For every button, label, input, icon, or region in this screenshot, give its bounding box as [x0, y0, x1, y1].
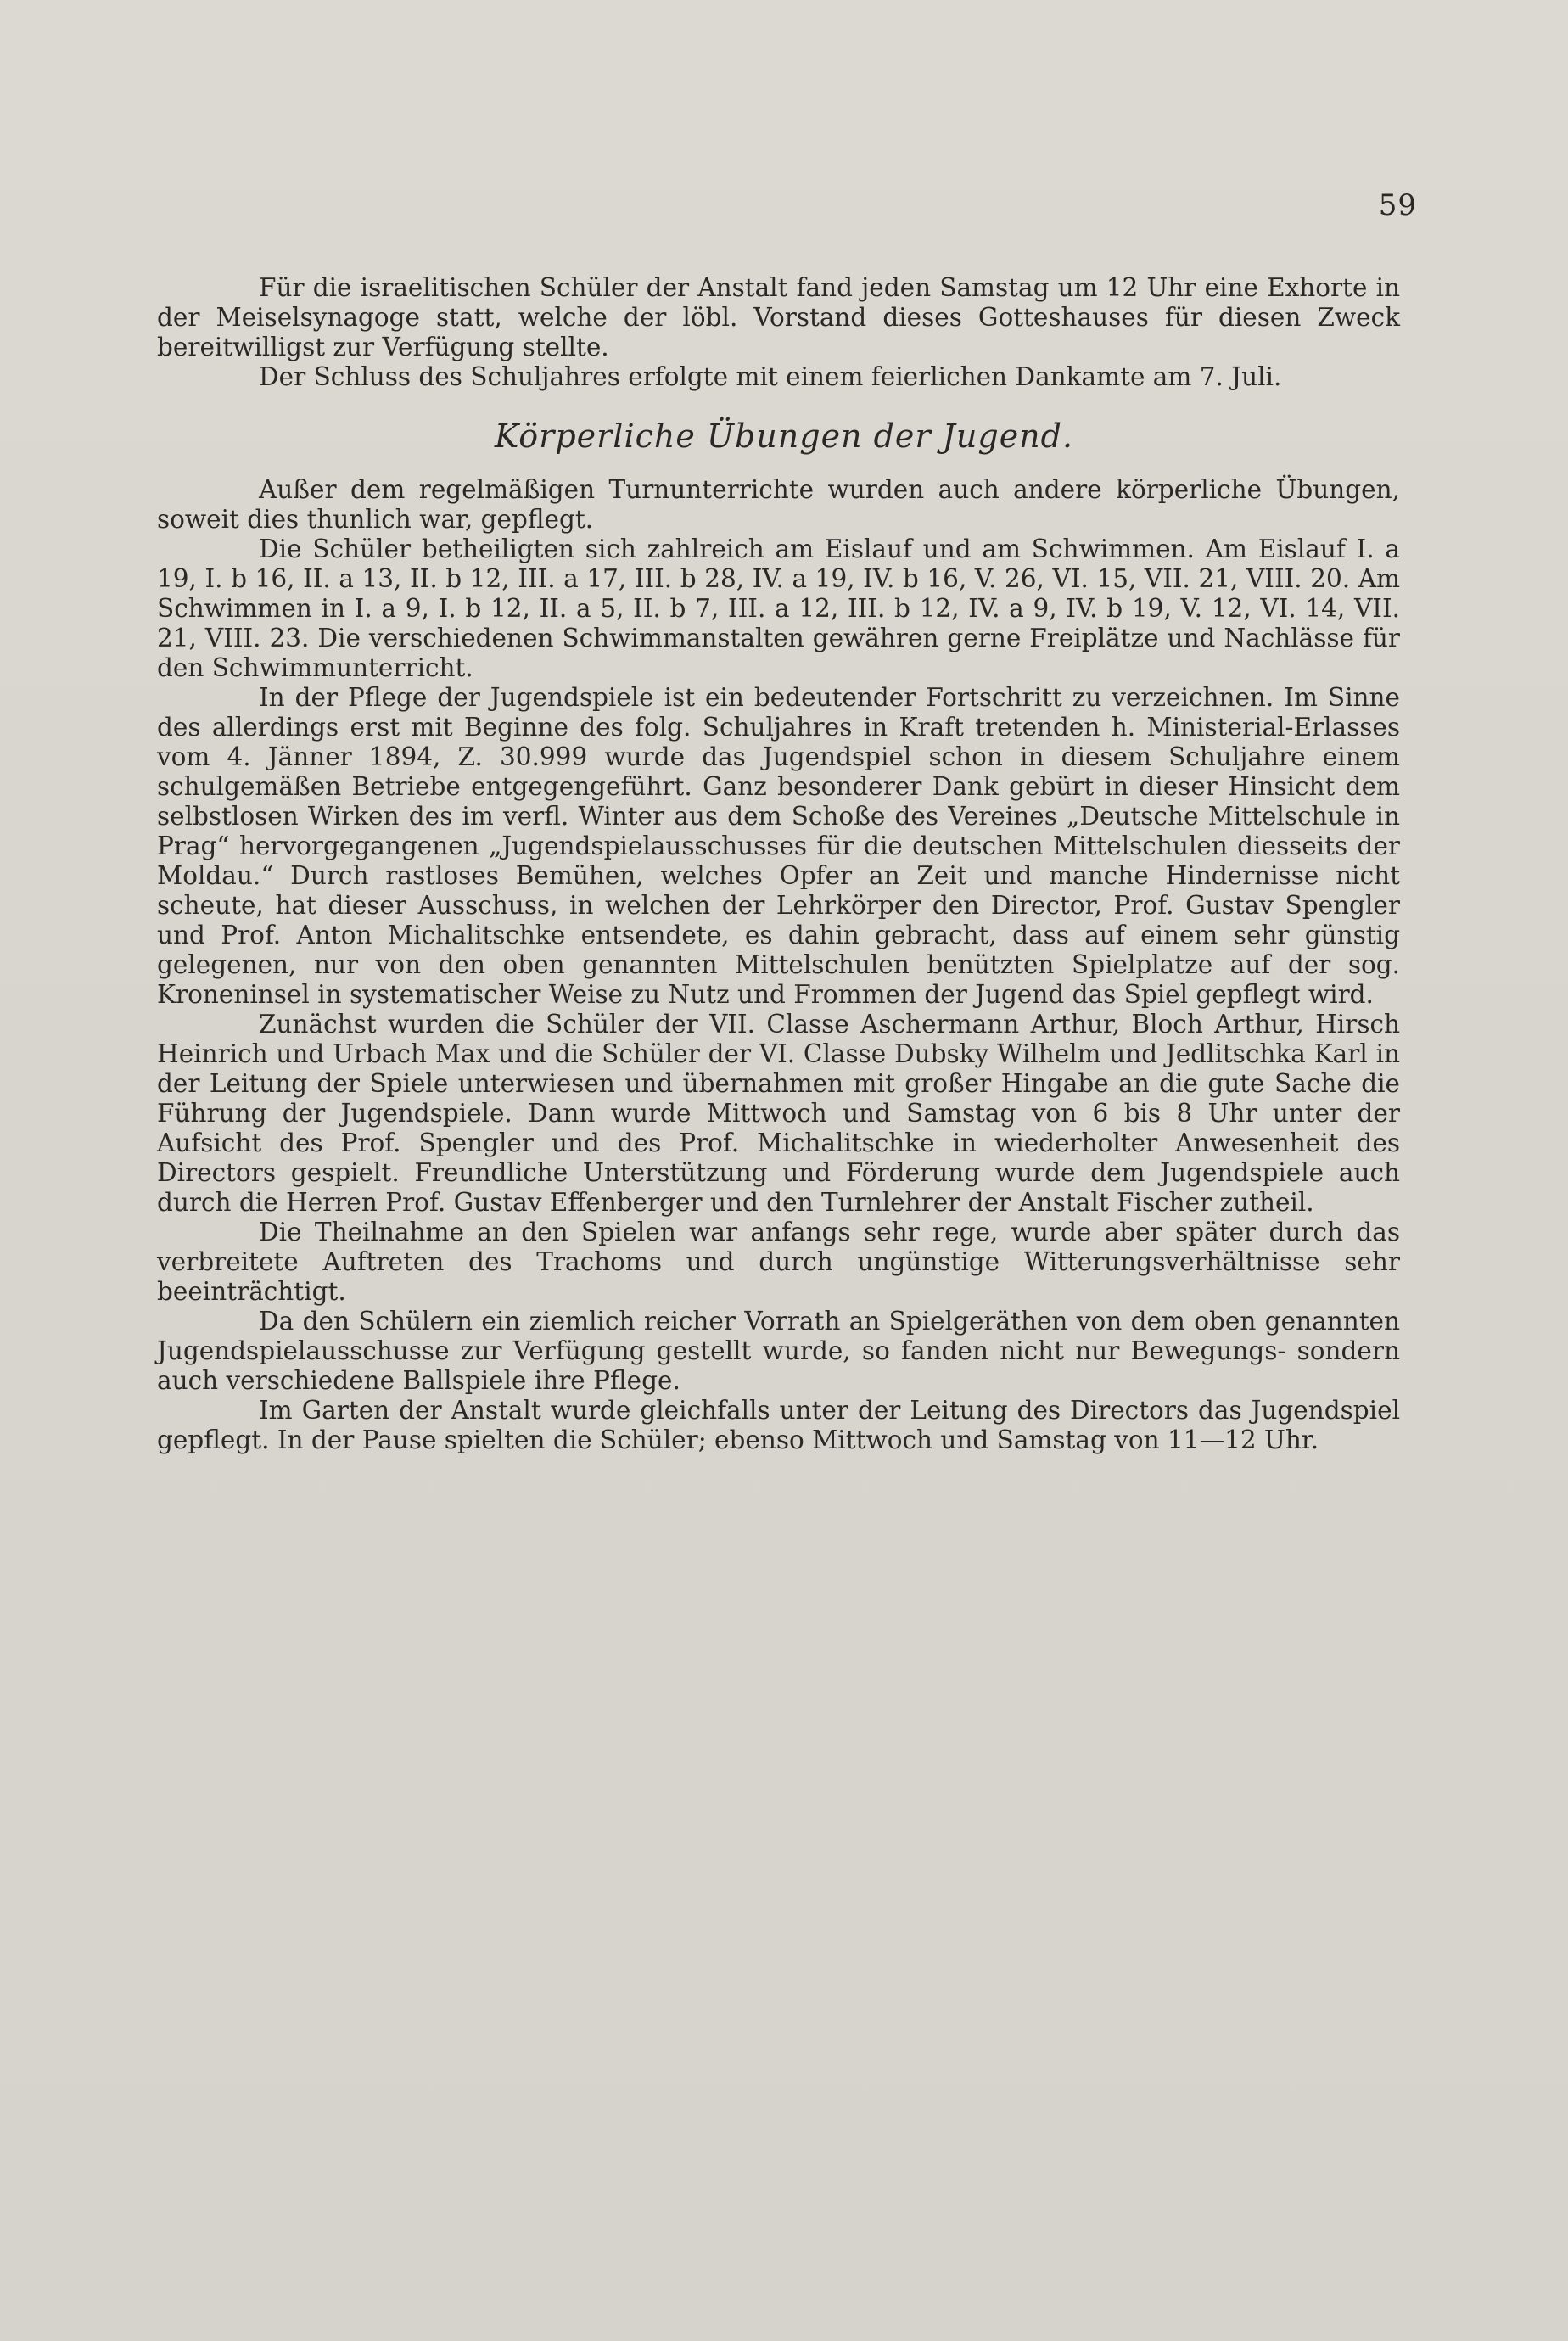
paragraph: Im Garten der Anstalt wurde gleichfalls unter der Leitung des Directors das Jugendspiel gepflegt. In der Pause spielten die Schüler; ebenso Mittwoch und Samstag von 11—12 Uhr.: [157, 1396, 1400, 1454]
paragraph: Da den Schülern ein ziemlich reicher Vorrath an Spielgeräthen von dem oben genannten Jugendspielausschusse zur Verfügung gestellt wurde, so fanden nicht nur Bewegungs- sondern auch verschiedene Ballspiele ihre Pflege.: [157, 1307, 1400, 1395]
page-number: 59: [1378, 188, 1417, 222]
paragraph: Für die israelitischen Schüler der Anstalt fand jeden Samstag um 12 Uhr eine Exhorte in der Meiselsynagoge statt, welche der löbl. Vorstand dieses Gotteshauses für diesen Zweck bereitwilligst zur Verfügung stellte.: [157, 273, 1400, 361]
section-heading: Körperliche Übungen der Jugend.: [494, 417, 1074, 455]
intro-section: [157, 273, 1400, 392]
body-section: [157, 475, 1400, 1455]
paragraph: Die Schüler betheiligten sich zahlreich am Eislauf und am Schwimmen. Am Eislauf I. a 19, I. b 16, II. a 13, II. b 12, III. a 17, III. b 28, IV. a 19, IV. b 16, V. 26, VI. 15, VII. 21, VIII. 20. Am Schwimmen in I. a 9, I. b 12, II. a 5, II. b 7, III. a 12, III. b 12, IV. a 9, IV. b 19, V. 12, VI. 14, VII. 21, VIII. 23. Die verschiedenen Schwimmanstalten gewähren gerne Freiplätze und Nachlässe für den Schwimmunterricht.: [157, 535, 1400, 682]
paragraph: Zunächst wurden die Schüler der VII. Classe Aschermann Arthur, Bloch Arthur, Hirsch Heinrich und Urbach Max und die Schüler der VI. Classe Dubsky Wilhelm und Jedlitschka Karl in der Leitung der Spiele unterwiesen und übernahmen mit großer Hingabe an die gute Sache die Führung der Jugendspiele. Dann wurde Mittwoch und Samstag von 6 bis 8 Uhr unter der Aufsicht des Prof. Spengler und des Prof. Michalitschke in wiederholter Anwesenheit des Directors gespielt. Freundliche Unterstützung und Förderung wurde dem Jugendspiele auch durch die Herren Prof. Gustav Effenberger und den Turnlehrer der Anstalt Fischer zutheil.: [157, 1010, 1400, 1217]
paragraph: In der Pflege der Jugendspiele ist ein bedeutender Fortschritt zu verzeichnen. Im Sinne des allerdings erst mit Beginne des folg. Schuljahres in Kraft tretenden h. Ministerial-Erlasses vom 4. Jänner 1894, Z. 30.999 wurde das Jugendspiel schon in diesem Schuljahre einem schulgemäßen Betriebe entgegengeführt. Ganz besonderer Dank gebürt in dieser Hinsicht dem selbstlosen Wirken des im verfl. Winter aus dem Schoße des Vereines „Deutsche Mittelschule in Prag“ hervorgegangenen „Jugendspielausschusses für die deutschen Mittelschulen diesseits der Moldau.“ Durch rastloses Bemühen, welches Opfer an Zeit und manche Hindernisse nicht scheute, hat dieser Ausschuss, in welchen der Lehrkörper den Director, Prof. Gustav Spengler und Prof. Anton Michalitschke entsendete, es dahin gebracht, dass auf einem sehr günstig gelegenen, nur von den oben genannten Mittelschulen benützten Spielplatze auf der sog. Kroneninsel in systematischer Weise zu Nutz und Frommen der Jugend das Spiel gepflegt wird.: [157, 683, 1400, 1009]
paragraph: Der Schluss des Schuljahres erfolgte mit einem feierlichen Dankamte am 7. Juli.: [259, 362, 1282, 391]
paragraph: Die Theilnahme an den Spielen war anfangs sehr rege, wurde aber später durch das verbreitete Auftreten des Trachoms und durch ungünstige Witterungsverhältnisse sehr beeinträchtigt.: [157, 1218, 1400, 1306]
paragraph: Außer dem regelmäßigen Turnunterrichte wurden auch andere körperliche Übungen, soweit dies thunlich war, gepflegt.: [157, 475, 1400, 534]
